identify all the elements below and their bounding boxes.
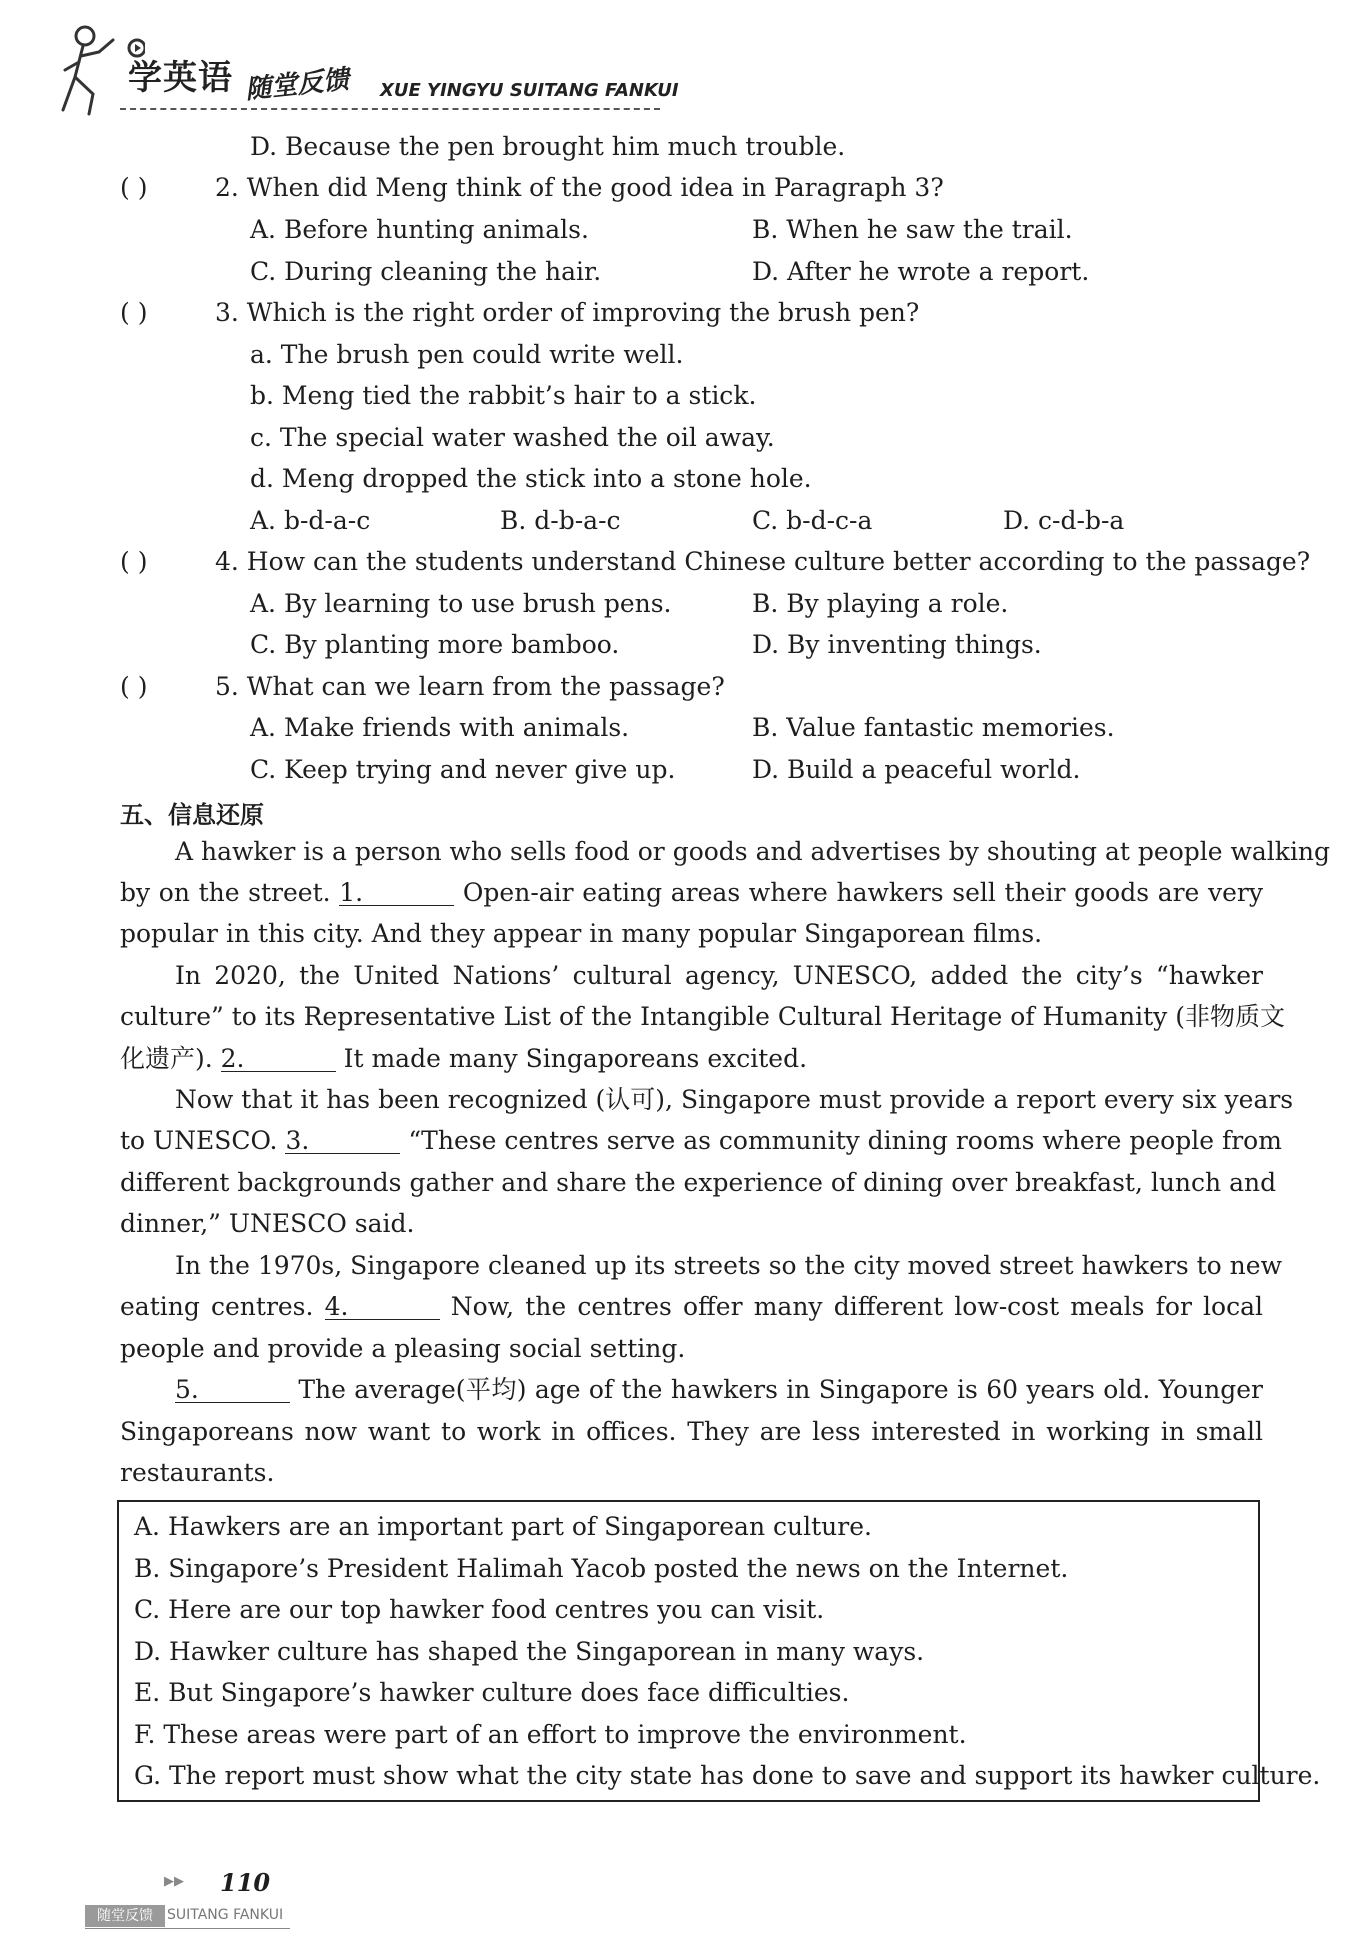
q2-option-a: A. Before hunting animals. [250,215,589,244]
footer-series-en: SUITANG FANKUI [167,1907,284,1923]
q5-option-c: C. Keep trying and never give up. [250,755,676,784]
p1-line-2-pre: by on the street. [120,878,331,907]
p2-line-3-pre: 化遗产). [120,1044,213,1073]
p2-line-2: culture” to its Representative List of the Intangible Cultural Heritage of Humanity (非物质文 [120,1002,1286,1031]
q4-option-c: C. By planting more bamboo. [250,630,620,659]
footer-rule [85,1928,290,1929]
answer-blank-2[interactable]: 2. [221,1047,336,1072]
p2-line-3 [120,1043,1263,1075]
p1-line-1: A hawker is a person who sells food or goods and advertises by shouting at people walking [175,837,1331,866]
option-a: A. Hawkers are an important part of Singaporean culture. [134,1512,872,1541]
q4-answer-bracket[interactable]: ( ) [120,547,148,576]
option-e: E. But Singapore’s hawker culture does face difficulties. [134,1678,850,1707]
answer-blank-3[interactable]: 3. [285,1129,400,1154]
q4-option-a: A. By learning to use brush pens. [250,589,672,618]
p5-line-1-post: The average(平均) age of the hawkers in Singapore is 60 years old. Younger [298,1375,1263,1404]
q1-option-d: D. Because the pen brought him much trouble. [250,132,846,161]
q3-option-a: A. b-d-a-c [250,506,371,535]
q3-statement-a: a. The brush pen could write well. [250,340,684,369]
p2-line-3-post: It made many Singaporeans excited. [343,1044,808,1073]
q4-option-b: B. By playing a role. [752,589,1009,618]
p4-line-2 [120,1291,1263,1323]
p3-line-2-post: “These centres serve as community dining rooms where people from [408,1126,1282,1155]
page-number: 110 [220,1868,271,1897]
header-dashed-rule [120,108,660,110]
p3-line-2-pre: to UNESCO. [120,1126,278,1155]
q2-stem: 2. When did Meng think of the good idea in Paragraph 3? [215,173,944,202]
q3-option-c: C. b-d-c-a [752,506,873,535]
option-f: F. These areas were part of an effort to improve the environment. [134,1720,967,1749]
footer-badge: 随堂反馈 [85,1905,165,1927]
option-d: D. Hawker culture has shaped the Singaporean in many ways. [134,1637,925,1666]
q4-option-d: D. By inventing things. [752,630,1042,659]
q4-stem: 4. How can the students understand Chinese culture better according to the passage? [215,547,1311,576]
q2-option-b: B. When he saw the trail. [752,215,1073,244]
option-c: C. Here are our top hawker food centres you can visit. [134,1595,825,1624]
option-b: B. Singapore’s President Halimah Yacob posted the news on the Internet. [134,1554,1069,1583]
brand-title-cn: 学英语 [128,58,233,98]
q2-option-d: D. After he wrote a report. [752,257,1090,286]
p5-line-2: Singaporeans now want to work in offices. They are less interested in working in small [120,1417,1263,1446]
p1-line-3: popular in this city. And they appear in many popular Singaporean films. [120,919,1043,948]
p5-line-3: restaurants. [120,1458,275,1487]
q3-stem: 3. Which is the right order of improving the brush pen? [215,298,920,327]
p3-line-1: Now that it has been recognized (认可), Singapore must provide a report every six years [175,1085,1294,1114]
q5-answer-bracket[interactable]: ( ) [120,672,148,701]
p4-line-2-post: Now, the centres offer many different low-cost meals for local [450,1292,1263,1321]
p3-line-2 [120,1125,1282,1157]
q5-option-d: D. Build a peaceful world. [752,755,1081,784]
p3-line-3: different backgrounds gather and share the experience of dining over breakfast, lunch and [120,1168,1277,1197]
q3-option-d: D. c-d-b-a [1003,506,1125,535]
q3-statement-d: d. Meng dropped the stick into a stone hole. [250,464,812,493]
answer-blank-5[interactable]: 5. [175,1378,290,1403]
p5-line-1 [175,1374,1263,1406]
answer-blank-1[interactable]: 1. [339,881,454,906]
option-g: G. The report must show what the city state has done to save and support its hawker culture. [134,1761,1321,1790]
p3-line-4: dinner,” UNESCO said. [120,1209,415,1238]
q5-option-b: B. Value fantastic memories. [752,713,1115,742]
brand-title-en: XUE YINGYU SUITANG FANKUI [380,80,679,101]
q5-stem: 5. What can we learn from the passage? [215,672,725,701]
q3-statement-c: c. The special water washed the oil away. [250,423,775,452]
q5-option-a: A. Make friends with animals. [250,713,630,742]
q3-answer-bracket[interactable]: ( ) [120,298,148,327]
p4-line-3: people and provide a pleasing social setting. [120,1334,686,1363]
p4-line-2-pre: eating centres. [120,1292,314,1321]
q3-statement-b: b. Meng tied the rabbit’s hair to a stick. [250,381,757,410]
section-title: 五、信息还原 [120,801,264,829]
q2-answer-bracket[interactable]: ( ) [120,173,148,202]
p4-line-1: In the 1970s, Singapore cleaned up its streets so the city moved street hawkers to new [175,1251,1282,1280]
q2-option-c: C. During cleaning the hair. [250,257,602,286]
p1-line-2-post: Open-air eating areas where hawkers sell their goods are very [462,878,1263,907]
answer-blank-4[interactable]: 4. [325,1295,440,1320]
page-header [0,0,1350,125]
q3-option-b: B. d-b-a-c [500,506,621,535]
p1-line-2 [120,877,1263,909]
brand-subtitle-cn: 随堂反馈 [243,64,351,106]
p2-line-1: In 2020, the United Nations’ cultural agency, UNESCO, added the city’s “hawker [175,961,1263,990]
page-arrows-icon: ▶▶ [164,1874,184,1889]
options-box [117,1500,1321,1802]
